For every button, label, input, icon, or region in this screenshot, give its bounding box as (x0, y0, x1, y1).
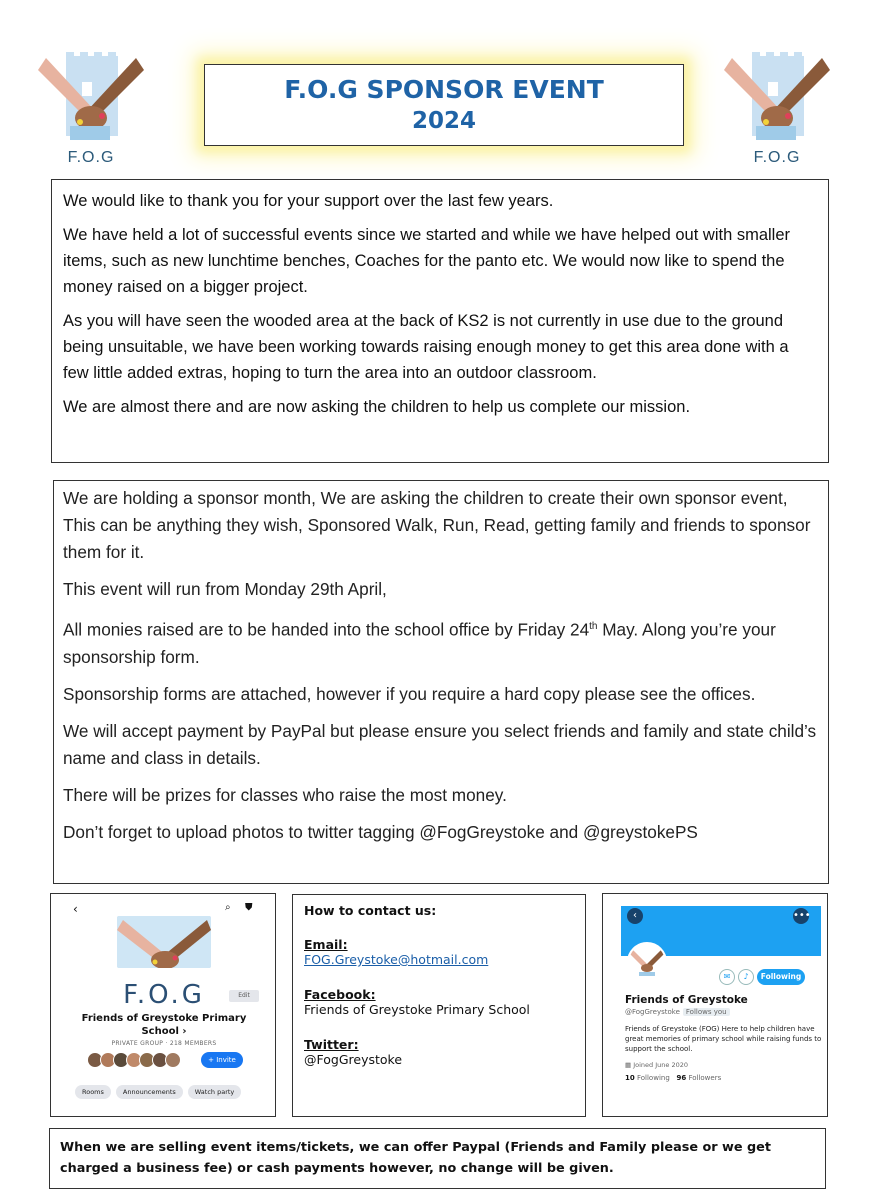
following-count: 10 (625, 1074, 635, 1082)
group-tabs (75, 1079, 246, 1099)
holding-hands-icon (629, 944, 665, 980)
tab-watch-party[interactable]: Watch party (188, 1085, 241, 1099)
logo-text: F.O.G (753, 149, 801, 166)
shield-icon: ⛊ (245, 902, 253, 913)
fog-logo-right (722, 52, 832, 167)
calendar-icon: ▦ (625, 1061, 634, 1069)
back-arrow-icon[interactable]: ‹ (627, 908, 643, 924)
invite-button[interactable]: + Invite (201, 1052, 243, 1068)
email-label: Email: (304, 937, 348, 952)
group-cover-image (117, 916, 211, 968)
follow-counts (625, 1074, 721, 1082)
payment-note: When we are selling event items/tickets, we can offer Paypal (Friends and Family please or we get charged a business fee) or cash payments however, no change will be given. (60, 1140, 771, 1176)
following-label[interactable]: Following (636, 1074, 670, 1082)
event-details-box (53, 480, 829, 884)
bell-icon[interactable]: ♪ (738, 969, 754, 985)
group-name: Friends of Greystoke Primary School › (81, 1013, 247, 1037)
holding-hands-icon (117, 916, 211, 968)
profile-name: Friends of Greystoke (625, 994, 748, 1006)
tab-rooms[interactable]: Rooms (75, 1085, 111, 1099)
deadline-text: All monies raised are to be handed into the school office by Friday 24 (63, 619, 590, 640)
twitter-value: @FogGreystoke (304, 1052, 403, 1067)
followers-label[interactable]: Followers (688, 1074, 722, 1082)
back-arrow-icon: ‹ (73, 902, 78, 916)
page-year: 2024 (411, 108, 476, 134)
intro-paragraph: As you will have seen the wooded area at the back of KS2 is not currently in use due to the ground being unsuitable, we have been working towards raising enough money to get this area done with a few little added extras, hoping to turn the area into an outdoor classroom. (63, 312, 789, 382)
profile-actions (719, 966, 805, 985)
payment-note-box (49, 1128, 826, 1189)
twitter-label: Twitter: (304, 1037, 359, 1052)
contact-panel (292, 894, 586, 1117)
intro-box (51, 179, 829, 463)
details-paragraph: We are holding a sponsor month, We are asking the children to create their own sponsor event, This can be anything they wish, Sponsored Walk, Run, Read, getting family and friends to sponsor them for it. (63, 488, 811, 562)
intro-paragraph: We would like to thank you for your support over the last few years. (63, 192, 554, 210)
details-paragraph: Sponsorship forms are attached, however if you require a hard copy please see the offices. (63, 683, 756, 704)
details-paragraph: We will accept payment by PayPal but please ensure you select friends and family and state child’s name and class in details. (63, 720, 817, 768)
twitter-profile-screenshot (602, 893, 828, 1117)
profile-avatar (627, 942, 667, 982)
message-icon[interactable]: ✉ (719, 969, 735, 985)
follows-you-badge: Follows you (683, 1008, 730, 1016)
page-title: F.O.G SPONSOR EVENT (284, 75, 604, 104)
details-paragraph: Don’t forget to upload photos to twitter tagging @FogGreystoke and @greystokePS (63, 821, 698, 842)
edit-button[interactable]: Edit (229, 990, 259, 1002)
more-icon[interactable]: ••• (793, 908, 809, 924)
facebook-group-screenshot (50, 893, 276, 1117)
joined-date (625, 1061, 688, 1069)
deadline-text-end: May. Along you’re your sponsorship form. (63, 619, 776, 667)
intro-paragraph: We have held a lot of successful events since we started and while we have helped out with smaller items, such as new lunchtime benches, Coaches for the panto etc. We would now like to spend the money raised on a bigger project. (63, 226, 791, 296)
search-icon: ⌕ (225, 902, 231, 913)
group-logo-text: F.O.G (123, 980, 205, 1010)
fog-logo-left (36, 52, 146, 167)
facebook-label: Facebook: (304, 987, 376, 1002)
ordinal-suffix: th (589, 621, 598, 632)
avatar (165, 1052, 181, 1068)
followers-count: 96 (676, 1074, 687, 1082)
handle-text: @FogGreystoke (625, 1008, 680, 1016)
logo-text: F.O.G (67, 149, 115, 166)
contact-heading: How to contact us: (304, 903, 437, 918)
profile-handle (625, 1008, 730, 1016)
title-box (204, 64, 684, 146)
tab-announcements[interactable]: Announcements (116, 1085, 183, 1099)
profile-bio: Friends of Greystoke (FOG) Here to help children have great memories of primary school while raising funds to support the school. (625, 1025, 822, 1053)
holding-hands-icon (36, 52, 146, 147)
holding-hands-icon (722, 52, 832, 147)
member-avatars (87, 1052, 181, 1070)
email-link[interactable]: FOG.Greystoke@hotmail.com (304, 952, 489, 967)
facebook-value: Friends of Greystoke Primary School (304, 1002, 530, 1017)
details-paragraph: This event will run from Monday 29th April, (63, 579, 387, 599)
joined-text: Joined June 2020 (633, 1061, 688, 1069)
group-meta: PRIVATE GROUP · 218 MEMBERS (111, 1040, 217, 1047)
details-paragraph (63, 613, 820, 671)
details-paragraph: There will be prizes for classes who raise the most money. (63, 784, 507, 805)
following-button[interactable]: Following (757, 969, 805, 985)
intro-paragraph: We are almost there and are now asking the children to help us complete our mission. (63, 398, 691, 416)
